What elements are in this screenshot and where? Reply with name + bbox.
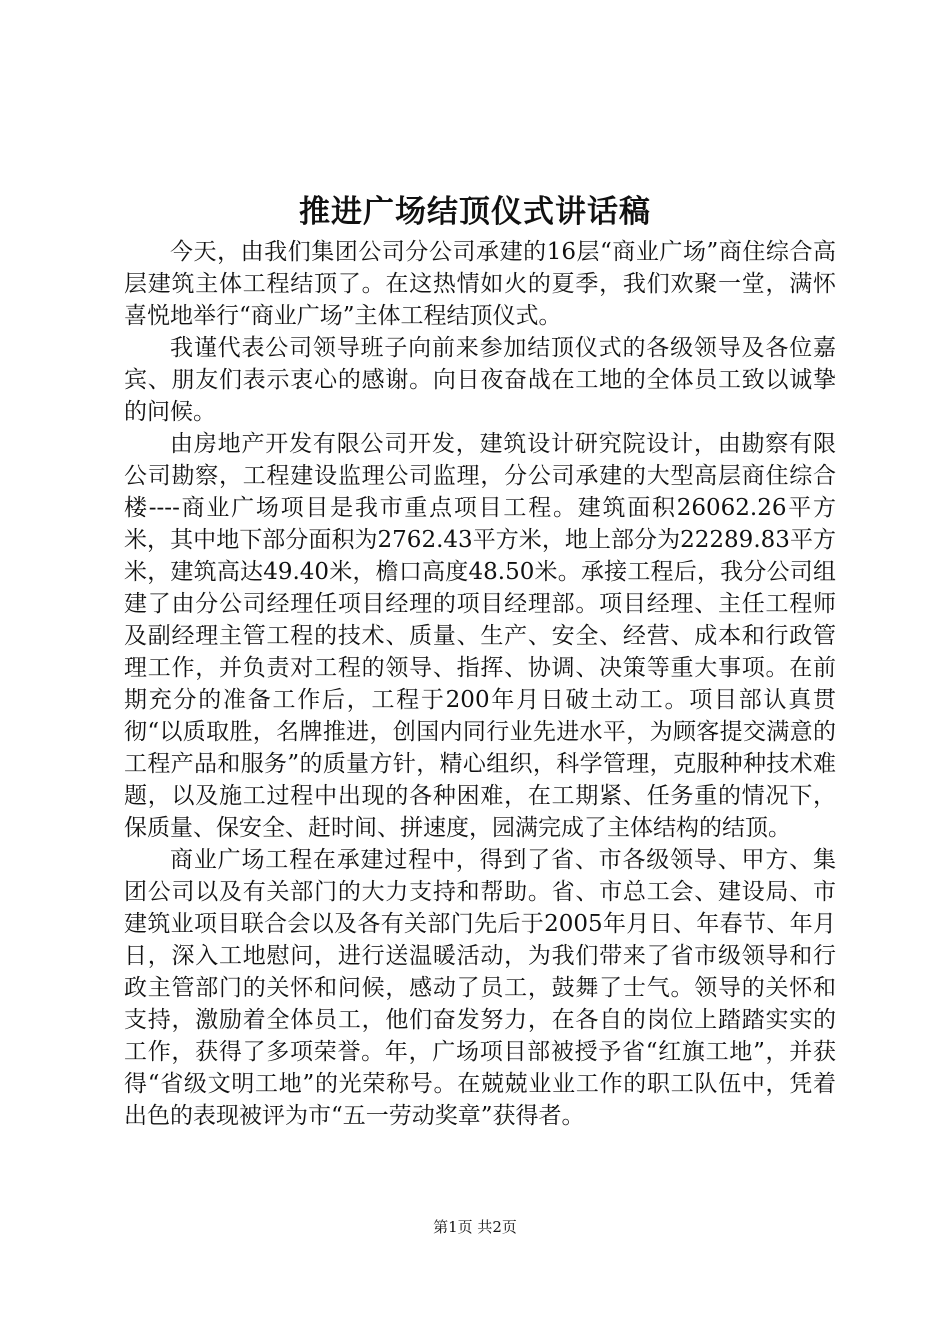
- page-footer: 第1页 共2页: [433, 1218, 517, 1236]
- paragraph: 商业广场工程在承建过程中，得到了省、市各级领导、甲方、集团公司以及有关部门的大力支持和帮助。省、市总工会、建设局、市建筑业项目联合会以及各有关部门先后于2005年月日、年春节、年月日，深入工地慰问，进行送温暖活动，为我们带来了省市级领导和行政主管部门的关怀和问候，感动了员工，鼓舞了士气。领导的关怀和支持，激励着全体员工，他们奋发努力，在各自的岗位上踏踏实实的工作，获得了多项荣誉。年，广场项目部被授予省“红旗工地”，并获得“省级文明工地”的光荣称号。在兢兢业业工作的职工队伍中，凭着出色的表现被评为市“五一劳动奖章”获得者。: [124, 847, 836, 1129]
- document-body: [124, 236, 836, 1132]
- paragraph: 我谨代表公司领导班子向前来参加结顶仪式的各级领导及各位嘉宾、朋友们表示衷心的感谢。向日夜奋战在工地的全体员工致以诚挚的问候。: [124, 335, 836, 425]
- document-title: 推进广场结顶仪式讲话稿: [299, 194, 651, 230]
- paragraph: 由房地产开发有限公司开发，建筑设计研究院设计，由勘察有限公司勘察，工程建设监理公司监理，分公司承建的大型高层商住综合楼----商业广场项目是我市重点项目工程。建筑面积26062.26平方米，其中地下部分面积为2762.43平方米，地上部分为22289.83平方米，建筑高达49.40米，檐口高度48.50米。承接工程后，我分公司组建了由分公司经理任项目经理的项目经理部。项目经理、主任工程师及副经理主管工程的技术、质量、生产、安全、经营、成本和行政管理工作，并负责对工程的领导、指挥、协调、决策等重大事项。在前期充分的准备工作后，工程于200年月日破土动工。项目部认真贯彻“以质取胜，名牌推进，创国内同行业先进水平，为顾客提交满意的工程产品和服务”的质量方针，精心组织，科学管理，克服种种技术难题，以及施工过程中出现的各种困难，在工期紧、任务重的情况下，保质量、保安全、赶时间、拼速度，园满完成了主体结构的结顶。: [124, 431, 836, 841]
- paragraph: 今天，由我们集团公司分公司承建的16层“商业广场”商住综合高层建筑主体工程结顶了。在这热情如火的夏季，我们欢聚一堂，满怀喜悦地举行“商业广场”主体工程结顶仪式。: [124, 239, 836, 329]
